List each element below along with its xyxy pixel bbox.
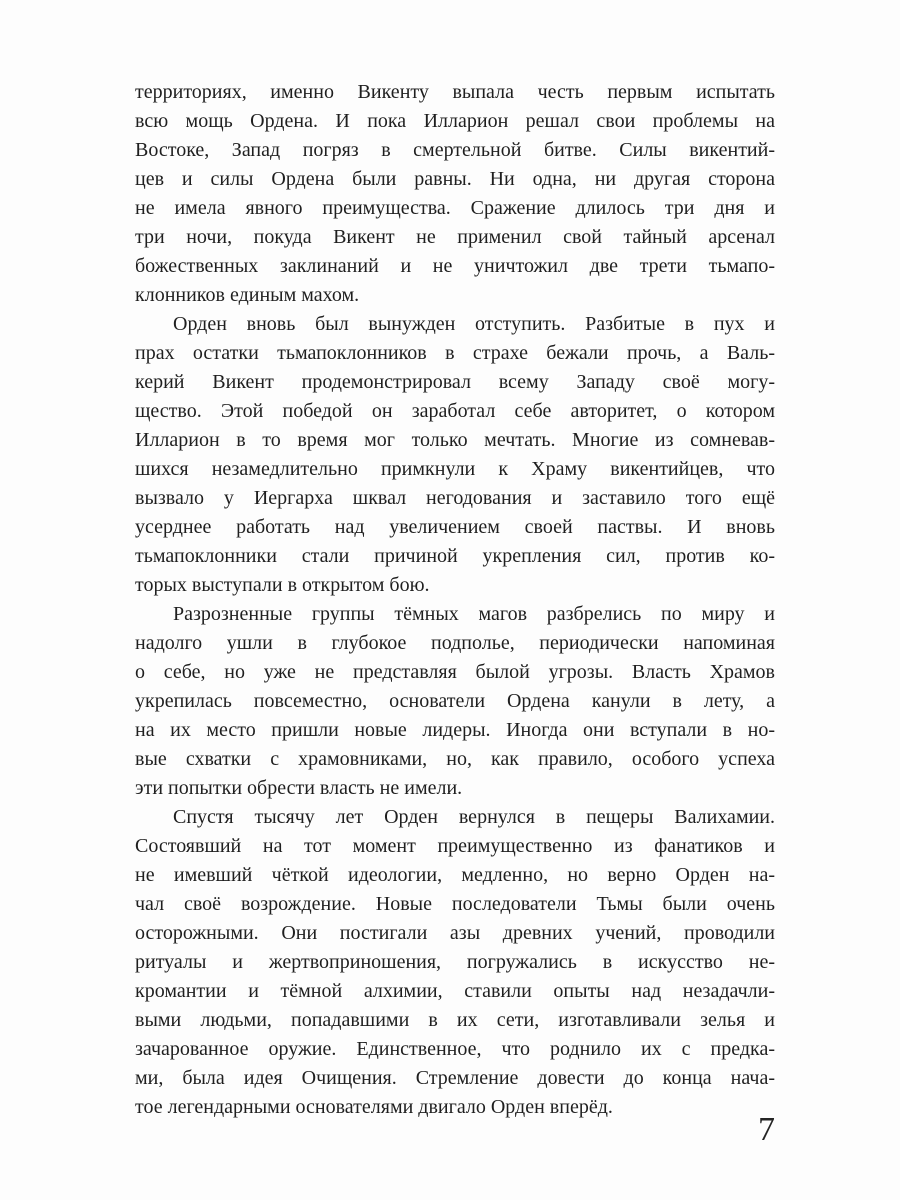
text-line: тое легендарными основателями двигало Орден вперёд. — [135, 1096, 613, 1118]
text-line: торых выступали в открытом бою. — [135, 574, 430, 596]
text-line: щество. Этой победой он заработал себе авторитет, о котором — [135, 400, 775, 422]
text-line: клонников единым махом. — [135, 284, 360, 306]
text-line: шихся незамедлительно примкнули к Храму викентийцев, что — [135, 458, 775, 480]
text-line: укрепилась повсеместно, основатели Ордена канули в лету, а — [135, 690, 775, 712]
text-line: Спустя тысячу лет Орден вернулся в пещеры Валихамии. — [173, 806, 775, 828]
text-line: ритуалы и жертвоприношения, погружались в искусство не- — [135, 951, 775, 973]
text-line: Орден вновь был вынужден отступить. Разбитые в пух и — [173, 313, 775, 335]
paragraph — [135, 310, 775, 600]
text-line: выми людьми, попадавшими в их сети, изготавливали зелья и — [135, 1009, 775, 1031]
text-line: ми, была идея Очищения. Стремление довести до конца нача- — [135, 1067, 775, 1089]
text-line: прах остатки тьмапоклонников в страхе бежали прочь, а Валь- — [135, 342, 775, 364]
paragraph — [135, 78, 775, 310]
text-line: цев и силы Ордена были равны. Ни одна, ни другая сторона — [135, 168, 775, 190]
text-line: надолго ушли в глубокое подполье, периодически напоминая — [135, 632, 775, 654]
text-line: осторожными. Они постигали азы древних учений, проводили — [135, 922, 775, 944]
text-line: эти попытки обрести власть не имели. — [135, 777, 463, 799]
text-line: кромантии и тёмной алхимии, ставили опыты над незадачли- — [135, 980, 775, 1002]
text-line: вызвало у Иергарха шквал негодования и заставило того ещё — [135, 487, 775, 509]
text-line: Состоявший на тот момент преимущественно из фанатиков и — [135, 835, 775, 857]
text-line: на их место пришли новые лидеры. Иногда они вступали в но- — [135, 719, 775, 741]
text-line: о себе, но уже не представляя былой угрозы. Власть Храмов — [135, 661, 775, 683]
text-column — [135, 78, 775, 1122]
paragraph — [135, 803, 775, 1122]
text-line: Разрозненные группы тёмных магов разбрелись по миру и — [173, 603, 775, 625]
text-line: зачарованное оружие. Единственное, что роднило их с предка- — [135, 1038, 775, 1060]
text-line: вые схватки с храмовниками, но, как правило, особого успеха — [135, 748, 775, 770]
paragraph — [135, 600, 775, 803]
text-line: божественных заклинаний и не уничтожил две трети тьмапо- — [135, 255, 775, 277]
text-line: усерднее работать над увеличением своей паствы. И вновь — [135, 516, 775, 538]
text-line: территориях, именно Викенту выпала честь первым испытать — [135, 81, 775, 103]
page-number: 7 — [758, 1111, 775, 1148]
text-line: три ночи, покуда Викент не применил свой тайный арсенал — [135, 226, 775, 248]
text-line: керий Викент продемонстрировал всему Западу своё могу- — [135, 371, 775, 393]
text-line: не имела явного преимущества. Сражение длилось три дня и — [135, 197, 775, 219]
text-line: Илларион в то время мог только мечтать. Многие из сомневав- — [135, 429, 775, 451]
text-line: чал своё возрождение. Новые последователи Тьмы были очень — [135, 893, 775, 915]
text-line: не имевший чёткой идеологии, медленно, но верно Орден на- — [135, 864, 775, 886]
text-line: всю мощь Ордена. И пока Илларион решал свои проблемы на — [135, 110, 775, 132]
text-line: тьмапоклонники стали причиной укрепления сил, против ко- — [135, 545, 775, 567]
text-line: Востоке, Запад погряз в смертельной битве. Силы викентий- — [135, 139, 775, 161]
